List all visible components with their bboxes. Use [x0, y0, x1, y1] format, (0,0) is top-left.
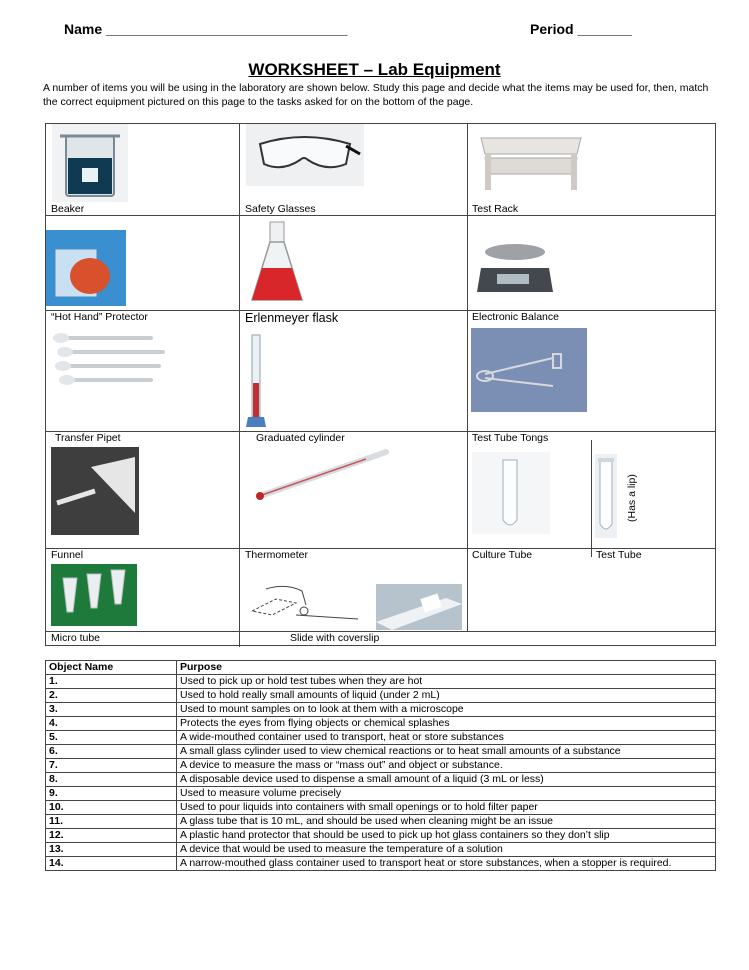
purpose-cell: A device that would be used to measure the temperature of a solution: [177, 843, 716, 857]
thermometer-label: Thermometer: [245, 549, 309, 561]
purpose-cell: A disposable device used to dispense a small amount of a liquid (3 mL or less): [177, 773, 716, 787]
purpose-cell: A small glass cylinder used to view chemical reactions or to heat small amounts of a substance: [177, 745, 716, 759]
purpose-cell: A glass tube that is 10 mL, and should be used when cleaning might be an issue: [177, 815, 716, 829]
table-row: [46, 731, 716, 745]
object-name-cell: 1.: [46, 675, 177, 689]
funnel-image: [51, 447, 139, 535]
culture-tube-image: [472, 452, 550, 534]
purpose-header: Purpose: [177, 661, 716, 675]
lip-note-label: (Has a lip): [626, 474, 638, 522]
purpose-cell: Protects the eyes from flying objects or chemical splashes: [177, 717, 716, 731]
transfer-pipet-label: Transfer Pipet: [55, 432, 121, 444]
table-row: [46, 787, 716, 801]
purpose-cell: Used to pour liquids into containers with small openings or to hold filter paper: [177, 801, 716, 815]
object-name-cell: 11.: [46, 815, 177, 829]
period-field-label: Period _______: [530, 21, 632, 37]
culture-tube-label: Culture Tube: [472, 549, 533, 561]
test-tube-label: Test Tube: [596, 549, 642, 561]
object-name-cell: 14.: [46, 857, 177, 871]
table-row: [46, 689, 716, 703]
object-name-cell: 12.: [46, 829, 177, 843]
object-name-cell: 2.: [46, 689, 177, 703]
slide-label: Slide with coverslip: [290, 632, 380, 644]
purpose-cell: Used to measure volume precisely: [177, 787, 716, 801]
balance-image: [473, 238, 557, 304]
purpose-cell: A narrow-mouthed glass container used to transport heat or store substances, when a stopper is required.: [177, 857, 716, 871]
beaker-label: Beaker: [51, 203, 85, 215]
page-title: WORKSHEET – Lab Equipment: [248, 60, 501, 79]
table-row: [46, 773, 716, 787]
purpose-cell: A plastic hand protector that should be used to pick up hot glass containers so they don’t slip: [177, 829, 716, 843]
purpose-cell: A device to measure the mass or “mass out” and object or substance.: [177, 759, 716, 773]
purpose-cell: A wide-mouthed container used to transport, heat or store substances: [177, 731, 716, 745]
test-rack-label: Test Rack: [472, 203, 519, 215]
micro-tube-label: Micro tube: [51, 632, 101, 644]
table-row: [46, 759, 716, 773]
tongs-image: [471, 328, 587, 412]
object-name-cell: 13.: [46, 843, 177, 857]
micro-tube-image: [51, 564, 137, 626]
thermometer-image: [246, 444, 392, 506]
table-header-row: [46, 661, 716, 675]
test-rack-image: [471, 124, 591, 194]
erlenmeyer-label: Erlenmeyer flask: [245, 311, 339, 325]
purpose-cell: Used to hold really small amounts of liquid (under 2 mL): [177, 689, 716, 703]
safety-glasses-image: [246, 124, 364, 186]
object-name-cell: 4.: [46, 717, 177, 731]
purpose-table: [45, 660, 716, 871]
tongs-label: Test Tube Tongs: [472, 432, 549, 444]
balance-label: Electronic Balance: [472, 311, 559, 323]
object-name-cell: 10.: [46, 801, 177, 815]
hot-hand-label: “Hot Hand” Protector: [51, 311, 148, 323]
graduated-cylinder-image: [246, 331, 266, 431]
erlenmeyer-image: [246, 220, 308, 306]
graduated-cylinder-label: Graduated cylinder: [256, 432, 345, 444]
table-row: [46, 843, 716, 857]
beaker-image: [52, 124, 128, 202]
object-name-cell: 5.: [46, 731, 177, 745]
object-name-cell: 8.: [46, 773, 177, 787]
object-name-header: Object Name: [46, 661, 177, 675]
purpose-cell: Used to pick up or hold test tubes when they are hot: [177, 675, 716, 689]
table-row: [46, 815, 716, 829]
transfer-pipet-image: [51, 328, 171, 394]
object-name-cell: 3.: [46, 703, 177, 717]
table-row: [46, 703, 716, 717]
table-row: [46, 745, 716, 759]
name-field-label: Name _______________________________: [64, 21, 348, 37]
table-row: [46, 717, 716, 731]
purpose-cell: Used to mount samples on to look at them with a microscope: [177, 703, 716, 717]
object-name-cell: 9.: [46, 787, 177, 801]
equipment-grid: [45, 123, 716, 646]
slide-photo-image: [376, 584, 462, 630]
safety-glasses-label: Safety Glasses: [245, 203, 316, 215]
table-row: [46, 857, 716, 871]
table-row: [46, 829, 716, 843]
object-name-cell: 6.: [46, 745, 177, 759]
table-row: [46, 801, 716, 815]
funnel-label: Funnel: [51, 549, 84, 561]
hot-hand-image: [46, 230, 126, 306]
object-name-cell: 7.: [46, 759, 177, 773]
slide-diagram-image: [246, 581, 364, 627]
test-tube-image: [595, 454, 617, 538]
table-row: [46, 675, 716, 689]
intro-paragraph: A number of items you will be using in the laboratory are shown below. Study this page and decide what the items may be used for, then, match the correct equipment pictured on this page to the tasks asked for on the bottom of the page.: [43, 82, 709, 108]
